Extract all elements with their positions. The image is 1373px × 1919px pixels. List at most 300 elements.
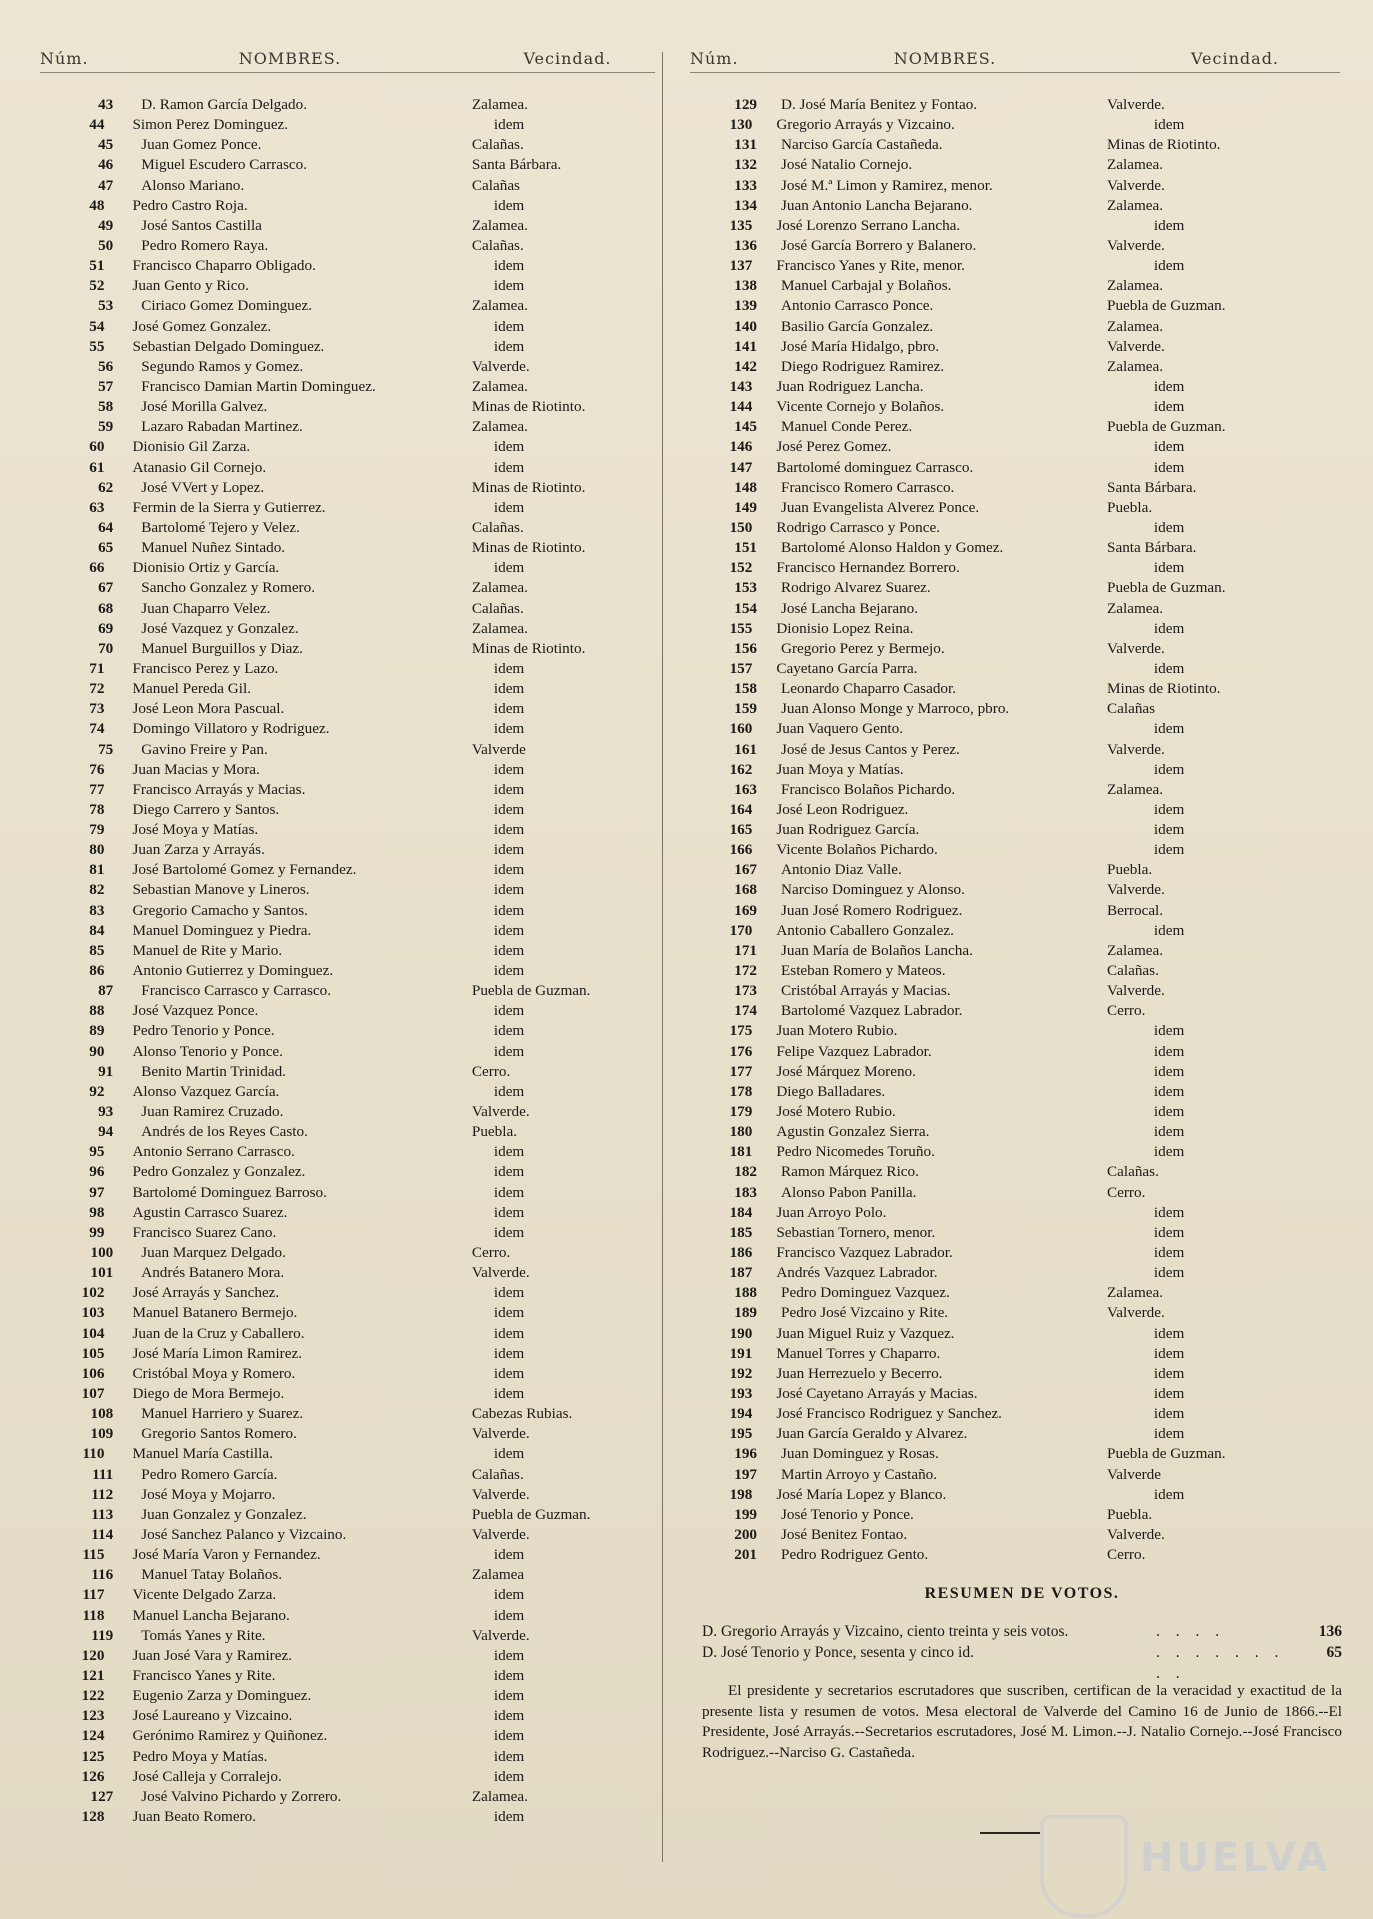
voter-vecindad: Calañas. <box>471 236 524 254</box>
voter-vecindad: idem <box>493 1223 525 1241</box>
voter-vecindad: Zalamea. <box>471 96 528 113</box>
voter-row <box>40 880 655 900</box>
voter-name: Gregorio Santos Romero. <box>141 1425 297 1443</box>
voter-row <box>690 1263 1340 1283</box>
voter-number: 171 <box>734 941 757 959</box>
voter-vecindad: Valverde. <box>1107 881 1165 899</box>
voter-vecindad: Santa Bárbara. <box>1107 478 1197 496</box>
voter-number: 48 <box>89 196 105 214</box>
voter-vecindad: Zalamea. <box>1107 1284 1164 1302</box>
right-column <box>690 44 1340 1565</box>
voter-vecindad: idem <box>1153 1203 1185 1221</box>
voter-vecindad: idem <box>493 277 525 295</box>
voter-number: 125 <box>81 1747 105 1765</box>
voter-name: Francisco Chaparro Obligado. <box>132 257 316 275</box>
voter-row <box>40 780 655 800</box>
voter-row <box>690 216 1340 236</box>
voter-name: Agustin Carrasco Suarez. <box>132 1203 288 1221</box>
voter-row <box>690 1465 1340 1485</box>
voter-number: 117 <box>82 1586 105 1604</box>
voter-row <box>40 760 655 780</box>
vote-count: 136 <box>1318 1623 1342 1640</box>
voter-number: 180 <box>729 1123 753 1141</box>
voter-number: 105 <box>81 1344 105 1362</box>
voter-vecindad: Valverde. <box>1107 1525 1165 1543</box>
voter-name: Juan Arroyo Polo. <box>776 1203 887 1221</box>
voter-name: José VVert y Lopez. <box>141 478 265 496</box>
voter-vecindad: idem <box>1153 619 1185 637</box>
voter-vecindad: idem <box>493 1687 525 1705</box>
voter-row <box>40 1787 655 1807</box>
voter-list-right <box>690 95 1340 1565</box>
voter-number: 72 <box>89 680 105 698</box>
voter-number: 145 <box>734 418 757 436</box>
voter-vecindad: Minas de Riotinto. <box>1107 680 1221 698</box>
voter-name: José Lancha Bejarano. <box>781 599 919 617</box>
voter-row <box>690 760 1340 780</box>
voter-number: 109 <box>90 1425 114 1443</box>
voter-number: 87 <box>98 982 114 1000</box>
voter-row <box>690 1001 1340 1021</box>
voter-vecindad: Valverde. <box>1107 740 1165 758</box>
voter-name: Fermin de la Sierra y Gutierrez. <box>132 498 326 516</box>
voter-name: D. Ramon García Delgado. <box>141 96 307 113</box>
voter-row <box>40 317 655 337</box>
voter-name: Manuel de Rite y Mario. <box>132 941 283 959</box>
voter-vecindad: idem <box>1153 458 1185 476</box>
voter-vecindad: idem <box>493 1606 525 1624</box>
voter-name: Juan Miguel Ruiz y Vazquez. <box>776 1324 955 1342</box>
voter-name: Dionisio Ortiz y García. <box>132 559 280 577</box>
voter-name: Pedro Moya y Matías. <box>132 1747 268 1765</box>
voter-number: 84 <box>89 921 105 939</box>
voter-number: 126 <box>81 1767 105 1785</box>
voter-name: Narciso Dominguez y Alonso. <box>781 881 965 899</box>
voter-number: 194 <box>729 1405 753 1423</box>
voter-vecindad: idem <box>1153 1385 1185 1402</box>
voter-vecindad: idem <box>493 1002 525 1020</box>
voter-vecindad: Valverde. <box>1107 96 1165 113</box>
voter-number: 132 <box>734 156 757 174</box>
voter-row <box>690 558 1340 578</box>
voter-number: 80 <box>89 841 105 859</box>
voter-row <box>40 1344 655 1364</box>
voter-name: Pedro Romero García. <box>141 1465 278 1483</box>
voter-row <box>690 115 1340 135</box>
voter-row <box>40 1606 655 1626</box>
voter-number: 102 <box>81 1284 105 1302</box>
voter-number: 196 <box>734 1445 757 1463</box>
voter-name: Dionisio Gil Zarza. <box>132 438 251 456</box>
voter-row <box>40 619 655 639</box>
voter-vecindad: Valverde. <box>1107 639 1165 657</box>
voter-number: 104 <box>81 1324 105 1342</box>
voter-name: José de Jesus Cantos y Perez. <box>781 740 960 758</box>
voter-row <box>40 236 655 256</box>
voter-vecindad: Puebla de Guzman. <box>1107 418 1226 436</box>
voter-name: Juan Dominguez y Rosas. <box>781 1445 939 1463</box>
voter-number: 121 <box>81 1666 105 1684</box>
voter-name: Manuel María Castilla. <box>132 1445 273 1463</box>
voter-vecindad: Calañas <box>471 176 520 194</box>
voter-row <box>690 1142 1340 1162</box>
voter-vecindad: idem <box>493 821 525 839</box>
voter-number: 147 <box>729 458 753 476</box>
voter-vecindad: idem <box>1153 921 1185 939</box>
voter-name: Francisco Yanes y Rite. <box>132 1666 276 1684</box>
voter-number: 128 <box>81 1807 105 1825</box>
voter-vecindad: Valverde. <box>471 1103 530 1121</box>
voter-row <box>40 397 655 417</box>
voter-vecindad: idem <box>493 1707 525 1725</box>
voter-vecindad: Calañas. <box>1107 1163 1159 1181</box>
voter-row <box>40 337 655 357</box>
voter-name: Pedro Romero Raya. <box>141 236 269 254</box>
voter-vecindad: idem <box>1153 1405 1185 1423</box>
voter-row <box>40 1243 655 1263</box>
voter-vecindad: idem <box>493 317 525 335</box>
voter-vecindad: idem <box>1153 1244 1185 1262</box>
voter-row <box>40 1021 655 1041</box>
voter-number: 172 <box>734 962 757 980</box>
voter-vecindad: idem <box>493 901 525 919</box>
voter-vecindad: idem <box>493 700 525 718</box>
voter-row <box>40 518 655 538</box>
voter-name: Vicente Bolaños Pichardo. <box>776 841 938 859</box>
voter-number: 189 <box>734 1304 757 1322</box>
voter-vecindad: Valverde. <box>1107 176 1165 194</box>
voter-row <box>690 780 1340 800</box>
voter-number: 198 <box>729 1485 753 1503</box>
voter-name: Sebastian Delgado Dominguez. <box>132 337 325 355</box>
voter-number: 123 <box>81 1707 105 1725</box>
voter-name: José Tenorio y Ponce. <box>781 1505 914 1523</box>
voter-vecindad: Puebla de Guzman. <box>1107 579 1226 597</box>
voter-vecindad: idem <box>1153 1425 1185 1443</box>
voter-number: 67 <box>98 579 114 597</box>
voter-name: Francisco Yanes y Rite, menor. <box>776 257 965 275</box>
voter-number: 120 <box>81 1646 105 1664</box>
voter-number: 65 <box>98 539 114 557</box>
voter-name: Rodrigo Alvarez Suarez. <box>781 579 931 597</box>
voter-vecindad: Minas de Riotinto. <box>471 478 586 496</box>
voter-name: Cayetano García Parra. <box>776 659 918 677</box>
voter-row <box>690 1042 1340 1062</box>
voter-row <box>40 599 655 619</box>
header-num: Núm. <box>690 49 739 68</box>
voter-name: Manuel Torres y Chaparro. <box>776 1344 941 1362</box>
voter-name: Vicente Delgado Zarza. <box>132 1586 277 1604</box>
voter-row <box>690 296 1340 316</box>
voter-name: Francisco Bolaños Pichardo. <box>781 780 956 798</box>
voter-row <box>40 921 655 941</box>
voter-row <box>40 135 655 155</box>
voter-name: Diego Rodriguez Ramirez. <box>781 357 945 375</box>
voter-row <box>40 1525 655 1545</box>
voter-name: Gregorio Perez y Bermejo. <box>781 639 945 657</box>
voter-name: Manuel Tatay Bolaños. <box>141 1566 283 1584</box>
voter-vecindad: idem <box>493 257 525 275</box>
voter-row <box>690 1505 1340 1525</box>
voter-name: Juan Marquez Delgado. <box>141 1244 286 1262</box>
voter-name: Manuel Carbajal y Bolaños. <box>781 277 952 295</box>
voter-row <box>690 478 1340 498</box>
voter-vecindad: idem <box>1153 257 1185 275</box>
voter-vecindad: Puebla. <box>471 1123 518 1141</box>
voter-name: Antonio Serrano Carrasco. <box>132 1143 295 1161</box>
voter-row <box>40 1585 655 1605</box>
voter-vecindad: idem <box>493 1767 525 1785</box>
voter-number: 92 <box>89 1082 105 1100</box>
voter-name: Ciriaco Gomez Dominguez. <box>141 297 313 315</box>
voter-number: 77 <box>89 780 105 798</box>
voter-name: Juan García Geraldo y Alvarez. <box>776 1425 968 1443</box>
voter-number: 144 <box>729 398 753 416</box>
voter-name: Juan Motero Rubio. <box>776 1022 898 1040</box>
voter-name: Juan José Romero Rodriguez. <box>781 901 963 919</box>
voter-name: Andrés de los Reyes Casto. <box>141 1123 308 1141</box>
voter-name: Leonardo Chaparro Casador. <box>781 680 957 698</box>
voter-row <box>690 800 1340 820</box>
voter-name: Pedro Castro Roja. <box>132 196 248 214</box>
voter-row <box>40 901 655 921</box>
voter-row <box>690 256 1340 276</box>
voter-name: Juan Moya y Matías. <box>776 760 904 778</box>
voter-row <box>690 1203 1340 1223</box>
column-divider <box>662 52 663 1862</box>
voter-name: Simon Perez Dominguez. <box>132 116 289 134</box>
voter-vecindad: Calañas <box>1107 700 1156 718</box>
voter-name: Francisco Vazquez Labrador. <box>776 1244 953 1262</box>
voter-vecindad: idem <box>493 1344 525 1362</box>
voter-row <box>690 1082 1340 1102</box>
voter-row <box>40 176 655 196</box>
voter-row <box>40 1364 655 1384</box>
voter-number: 157 <box>729 659 753 677</box>
voter-vecindad: idem <box>1153 1143 1185 1161</box>
voter-number: 149 <box>734 498 757 516</box>
voter-vecindad: Calañas. <box>471 518 524 536</box>
voter-vecindad: idem <box>493 1163 525 1181</box>
voter-number: 151 <box>734 539 757 557</box>
voter-vecindad: idem <box>493 1445 525 1463</box>
voter-vecindad: idem <box>493 941 525 959</box>
voter-vecindad: idem <box>493 861 525 879</box>
voter-name: Alonso Mariano. <box>141 176 245 194</box>
voter-row <box>40 1807 655 1827</box>
voter-name: José Sanchez Palanco y Vizcaino. <box>141 1525 347 1543</box>
dot-leader: . . . . <box>1156 1623 1226 1640</box>
voter-vecindad: idem <box>493 1203 525 1221</box>
voter-row <box>690 1102 1340 1122</box>
voter-row <box>40 740 655 760</box>
voter-row <box>690 1525 1340 1545</box>
voter-vecindad: Berrocal. <box>1107 901 1164 919</box>
header-names: NOMBRES. <box>238 49 342 68</box>
voter-number: 178 <box>729 1082 753 1100</box>
voter-number: 81 <box>89 861 105 879</box>
voter-row <box>690 1424 1340 1444</box>
voter-name: Juan María de Bolaños Lancha. <box>781 941 973 959</box>
voter-number: 70 <box>98 639 114 657</box>
voter-number: 58 <box>98 398 114 416</box>
voter-row <box>690 95 1340 115</box>
voter-number: 103 <box>81 1304 105 1322</box>
voter-number: 61 <box>89 458 105 476</box>
voter-vecindad: idem <box>1153 377 1185 395</box>
voter-number: 153 <box>734 579 757 597</box>
voter-vecindad: idem <box>493 1324 525 1342</box>
voter-row <box>40 659 655 679</box>
voter-name: José Benitez Fontao. <box>781 1525 908 1543</box>
voter-row <box>40 1485 655 1505</box>
voter-number: 95 <box>89 1143 105 1161</box>
voter-vecindad: Valverde. <box>471 1264 530 1282</box>
archive-watermark: HUELVA <box>1140 1835 1331 1881</box>
voter-vecindad: idem <box>1153 116 1185 134</box>
voter-vecindad: Zalamea. <box>471 216 528 234</box>
voter-vecindad: Zalamea. <box>471 579 528 597</box>
voter-number: 168 <box>734 881 757 899</box>
voter-number: 137 <box>729 257 753 275</box>
voter-number: 175 <box>729 1022 753 1040</box>
voter-row <box>690 941 1340 961</box>
voter-row <box>690 820 1340 840</box>
voter-vecindad: idem <box>493 116 525 134</box>
voter-row <box>690 1021 1340 1041</box>
voter-name: José Perez Gomez. <box>776 438 892 456</box>
voter-number: 96 <box>89 1163 105 1181</box>
voter-row <box>690 1545 1340 1565</box>
voter-number: 107 <box>81 1385 105 1402</box>
voter-name: Juan Rodriguez Lancha. <box>776 377 924 395</box>
voter-vecindad: Cerro. <box>471 1062 511 1080</box>
voter-number: 74 <box>89 720 105 738</box>
voter-name: Ramon Márquez Rico. <box>781 1163 919 1181</box>
voter-row <box>690 1485 1340 1505</box>
voter-number: 177 <box>729 1062 753 1080</box>
voter-number: 100 <box>90 1244 114 1262</box>
voter-name: Manuel Batanero Bermejo. <box>132 1304 298 1322</box>
voter-name: José Gomez Gonzalez. <box>132 317 272 335</box>
voter-row <box>40 1062 655 1082</box>
voter-name: Sancho Gonzalez y Romero. <box>141 579 316 597</box>
voter-row <box>40 578 655 598</box>
voter-vecindad: idem <box>493 780 525 798</box>
left-column <box>40 44 655 1827</box>
voter-name: Juan Macias y Mora. <box>132 760 260 778</box>
voter-name: Francisco Romero Carrasco. <box>781 478 955 496</box>
voter-name: Manuel Lancha Bejarano. <box>132 1606 290 1624</box>
voter-name: Francisco Damian Martin Dominguez. <box>141 377 376 395</box>
voter-number: 53 <box>98 297 114 315</box>
voter-name: Juan Evangelista Alverez Ponce. <box>781 498 980 516</box>
voter-vecindad: idem <box>493 841 525 859</box>
voter-row <box>40 860 655 880</box>
voter-number: 201 <box>734 1546 757 1564</box>
voter-number: 190 <box>729 1324 753 1342</box>
voter-vecindad: idem <box>493 1183 525 1201</box>
voter-row <box>40 1646 655 1666</box>
voter-number: 101 <box>90 1264 114 1282</box>
voter-number: 140 <box>734 317 757 335</box>
voter-name: Andrés Vazquez Labrador. <box>776 1264 938 1282</box>
voter-number: 71 <box>89 659 105 677</box>
voter-row <box>40 1767 655 1787</box>
left-column-header <box>40 44 655 73</box>
header-vecindad: Vecindad. <box>1190 49 1280 68</box>
voter-row <box>40 458 655 478</box>
voter-name: Alonso Pabon Panilla. <box>781 1183 917 1201</box>
voter-vecindad: idem <box>493 1042 525 1060</box>
voter-vecindad: idem <box>493 881 525 899</box>
voter-vecindad: idem <box>493 458 525 476</box>
voter-row <box>690 659 1340 679</box>
voter-number: 78 <box>89 800 105 818</box>
voter-vecindad: idem <box>1153 1485 1185 1503</box>
summary-row <box>702 1621 1342 1642</box>
voter-number: 57 <box>98 377 114 395</box>
voter-name: Manuel Burguillos y Diaz. <box>141 639 303 657</box>
voter-row <box>40 377 655 397</box>
voter-vecindad: Zalamea. <box>1107 196 1164 214</box>
voter-vecindad: Zalamea. <box>471 1787 528 1805</box>
voter-vecindad: Cerro. <box>1107 1183 1146 1201</box>
voter-number: 82 <box>89 881 105 899</box>
voter-row <box>40 357 655 377</box>
voter-number: 75 <box>98 740 114 758</box>
voter-vecindad: idem <box>493 559 525 577</box>
voter-vecindad: Cerro. <box>471 1244 511 1262</box>
voter-name: Lazaro Rabadan Martinez. <box>141 418 303 436</box>
voter-name: Pedro Gonzalez y Gonzalez. <box>132 1163 306 1181</box>
voter-number: 108 <box>90 1405 114 1423</box>
voter-name: Rodrigo Carrasco y Ponce. <box>776 518 940 536</box>
voter-name: Cristóbal Arrayás y Macias. <box>781 982 951 1000</box>
voter-vecindad: idem <box>493 1284 525 1302</box>
voter-row <box>690 619 1340 639</box>
voter-number: 76 <box>89 760 105 778</box>
voter-name: Juan Gento y Rico. <box>132 277 249 295</box>
voter-vecindad: Zalamea. <box>1107 317 1164 335</box>
voter-number: 162 <box>729 760 753 778</box>
voter-row <box>690 1122 1340 1142</box>
voter-row <box>690 437 1340 457</box>
voter-name: Diego Carrero y Santos. <box>132 800 280 818</box>
candidate-name: D. José Tenorio y Ponce, sesenta y cinco id. <box>702 1644 974 1661</box>
voter-row <box>690 1384 1340 1404</box>
voter-name: José Natalio Cornejo. <box>781 156 913 174</box>
voter-name: Juan Antonio Lancha Bejarano. <box>781 196 973 214</box>
voter-row <box>40 1747 655 1767</box>
voter-name: Pedro Tenorio y Ponce. <box>132 1022 275 1040</box>
voter-row <box>40 1283 655 1303</box>
voter-name: José María Hidalgo, pbro. <box>781 337 940 355</box>
voter-vecindad: idem <box>1153 659 1185 677</box>
voter-number: 129 <box>734 96 757 113</box>
voter-vecindad: idem <box>493 1586 525 1604</box>
voter-row <box>690 498 1340 518</box>
header-num: Núm. <box>40 49 89 68</box>
voter-vecindad: idem <box>1153 438 1185 456</box>
voter-number: 160 <box>729 720 753 738</box>
voter-row <box>690 921 1340 941</box>
voter-number: 170 <box>729 921 753 939</box>
voter-number: 90 <box>89 1042 105 1060</box>
voter-vecindad: idem <box>1153 720 1185 738</box>
voter-row <box>40 1102 655 1122</box>
voter-vecindad: idem <box>1153 1344 1185 1362</box>
